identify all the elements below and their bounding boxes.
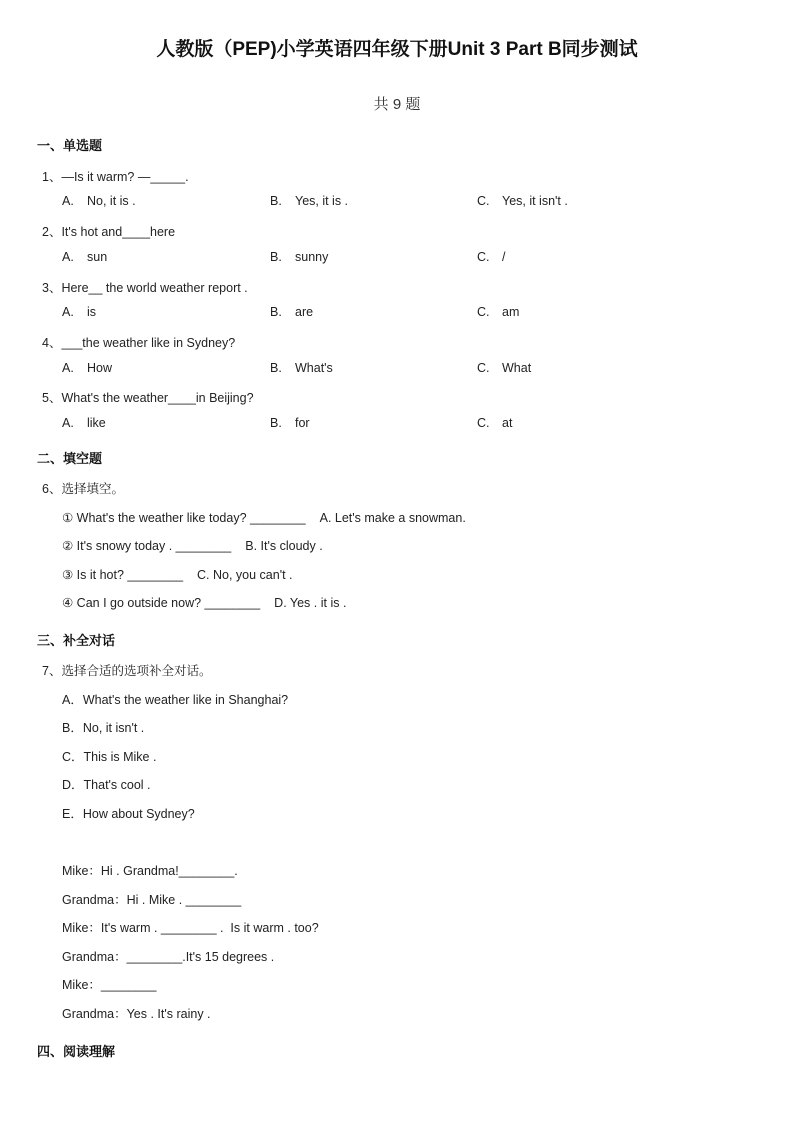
section-heading-dialogue: 三、补全对话 xyxy=(37,633,116,648)
question-count: 共 9 题 xyxy=(373,96,421,113)
section-heading-reading: 四、阅读理解 xyxy=(37,1044,116,1059)
question-4-option-b: B. What's xyxy=(270,361,333,375)
question-4-option-a: A. How xyxy=(62,361,113,375)
fill-item-3: ③ Is it hot? ________ C. No, you can't . xyxy=(62,568,293,582)
dialogue-option-d: D．That's cool . xyxy=(62,778,151,792)
question-3-option-a: A. is xyxy=(62,305,97,319)
dialogue-line-4: Grandma：________.It's 15 degrees . xyxy=(62,950,275,964)
section-heading-fill-blank: 二、填空题 xyxy=(37,451,103,466)
question-5-option-b: B. for xyxy=(270,416,310,430)
dialogue-line-6: Grandma：Yes . It's rainy . xyxy=(62,1007,211,1021)
question-5-stem: 5、What's the weather____in Beijing? xyxy=(42,391,254,405)
page-title: 人教版（PEP)小学英语四年级下册Unit 3 Part B同步测试 xyxy=(156,39,638,60)
fill-item-4: ④ Can I go outside now? ________ D. Yes . it is . xyxy=(62,596,347,610)
section-heading-single-choice: 一、单选题 xyxy=(37,138,103,153)
dialogue-option-a: A．What's the weather like in Shanghai? xyxy=(62,693,289,707)
fill-item-1: ① What's the weather like today? ________ A. Let's make a snowman. xyxy=(62,511,466,525)
question-1-option-b: B. Yes, it is . xyxy=(270,194,349,208)
fill-item-2: ② It's snowy today . ________ B. It's cloudy . xyxy=(62,539,323,553)
question-4-option-c: C. What xyxy=(477,361,532,375)
question-2-option-c: C. / xyxy=(477,250,506,264)
dialogue-line-1: Mike：Hi . Grandma!________. xyxy=(62,864,238,878)
dialogue-line-3: Mike：It's warm . ________ . Is it warm . too? xyxy=(62,921,319,935)
question-2-stem: 2、It's hot and____here xyxy=(42,225,176,239)
dialogue-line-2: Grandma：Hi . Mike . ________ xyxy=(62,893,242,907)
dialogue-option-b: B．No, it isn't . xyxy=(62,721,145,735)
question-1-option-a: A. No, it is . xyxy=(62,194,136,208)
dialogue-line-5: Mike：________ xyxy=(62,978,157,992)
question-1-stem: 1、—Is it warm? —_____. xyxy=(42,170,189,184)
question-2-option-a: A. sun xyxy=(62,250,108,264)
question-5-option-a: A. like xyxy=(62,416,106,430)
question-2-option-b: B. sunny xyxy=(270,250,329,264)
question-3-option-c: C. am xyxy=(477,305,520,319)
dialogue-option-c: C．This is Mike . xyxy=(62,750,157,764)
question-1-option-c: C. Yes, it isn't . xyxy=(477,194,568,208)
question-5-option-c: C. at xyxy=(477,416,513,430)
question-4-stem: 4、___the weather like in Sydney? xyxy=(42,336,236,350)
question-3-stem: 3、Here__ the world weather report . xyxy=(42,281,248,295)
question-6-stem: 6、选择填空。 xyxy=(42,482,124,496)
question-7-stem: 7、选择合适的选项补全对话。 xyxy=(42,664,212,678)
dialogue-option-e: E．How about Sydney? xyxy=(62,807,195,821)
question-3-option-b: B. are xyxy=(270,305,314,319)
